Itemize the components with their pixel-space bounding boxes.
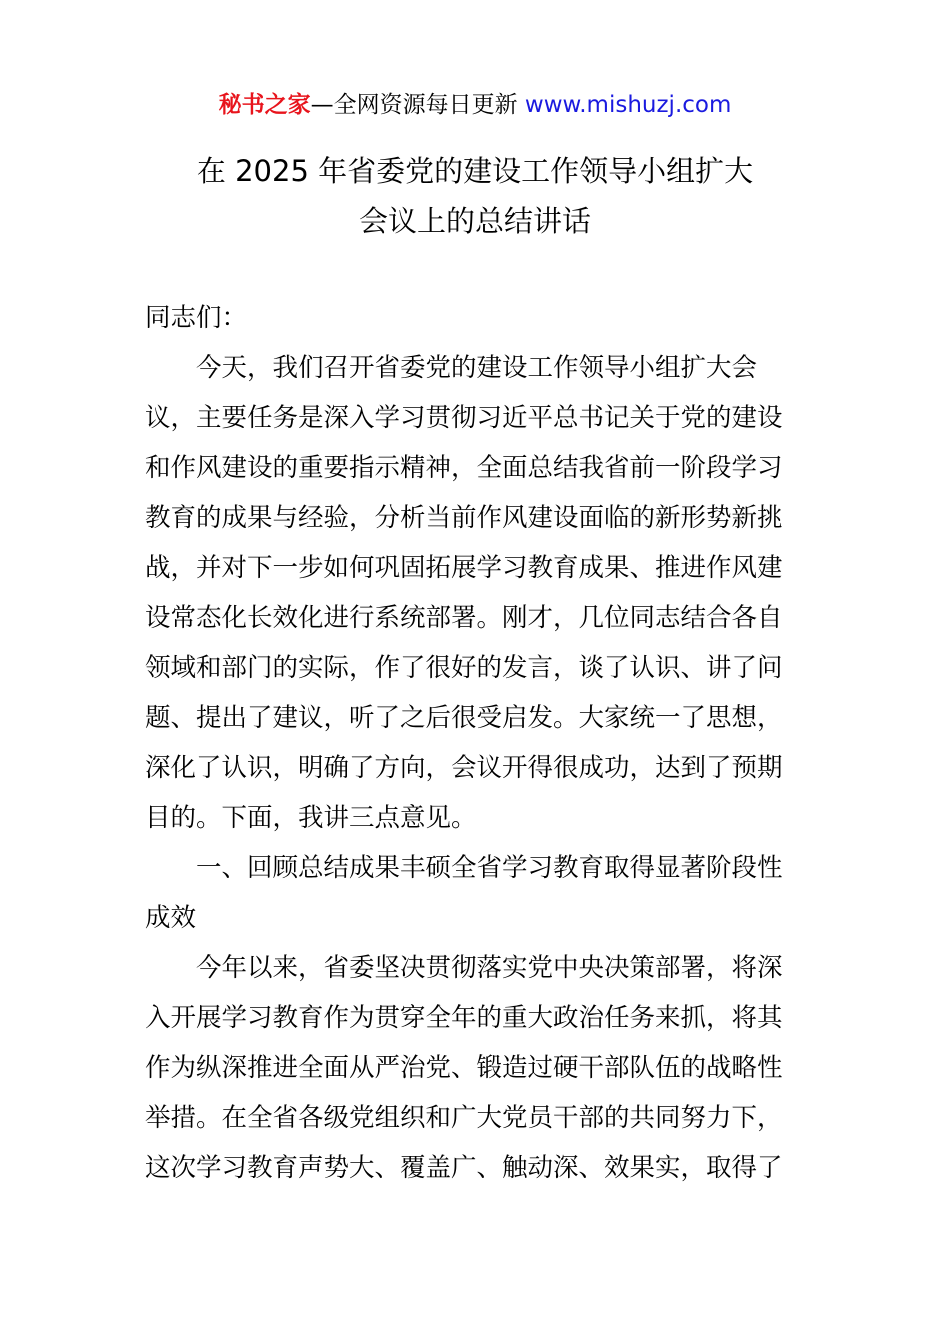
document-title xyxy=(0,146,950,246)
site-banner xyxy=(0,88,950,122)
body-line: 战，并对下一步如何巩固拓展学习教育成果、推进作风建 xyxy=(145,553,783,583)
body-line: 深化了认识，明确了方向，会议开得很成功，达到了预期 xyxy=(145,753,783,783)
body-line: 题、提出了建议，听了之后很受启发。大家统一了思想， xyxy=(145,703,783,733)
banner-tagline: —全网资源每日更新 xyxy=(310,92,518,118)
speech-body xyxy=(145,293,810,1193)
body-line: 和作风建设的重要指示精神，全面总结我省前一阶段学习 xyxy=(145,453,783,483)
body-line: 领域和部门的实际，作了很好的发言，谈了认识、讲了问 xyxy=(145,653,783,683)
brand-name: 秘书之家 xyxy=(218,92,311,118)
body-line: 入开展学习教育作为贯穿全年的重大政治任务来抓，将其 xyxy=(145,1003,783,1033)
section-heading-line: 一、回顾总结成果丰硕全省学习教育取得显著阶段性 xyxy=(196,853,783,883)
body-line: 今年以来，省委坚决贯彻落实党中央决策部署，将深 xyxy=(196,953,783,983)
body-line: 作为纵深推进全面从严治党、锻造过硬干部队伍的战略性 xyxy=(145,1053,783,1083)
body-line: 设常态化长效化进行系统部署。刚才，几位同志结合各自 xyxy=(145,603,783,633)
body-line: 举措。在全省各级党组织和广大党员干部的共同努力下， xyxy=(145,1103,783,1133)
body-line: 今天，我们召开省委党的建设工作领导小组扩大会 xyxy=(196,353,758,383)
title-line-2: 会议上的总结讲话 xyxy=(358,204,591,238)
body-line: 目的。下面，我讲三点意见。 xyxy=(145,803,477,833)
site-url[interactable]: www.mishuzj.com xyxy=(524,92,732,118)
body-line: 这次学习教育声势大、覆盖广、触动深、效果实，取得了 xyxy=(145,1153,783,1183)
title-line-1: 在 2025 年省委党的建设工作领导小组扩大 xyxy=(196,154,754,188)
body-line: 议，主要任务是深入学习贯彻习近平总书记关于党的建设 xyxy=(145,403,783,433)
salutation: 同志们： xyxy=(145,303,248,333)
body-line: 教育的成果与经验，分析当前作风建设面临的新形势新挑 xyxy=(145,503,783,533)
section-heading-line: 成效 xyxy=(145,903,197,933)
